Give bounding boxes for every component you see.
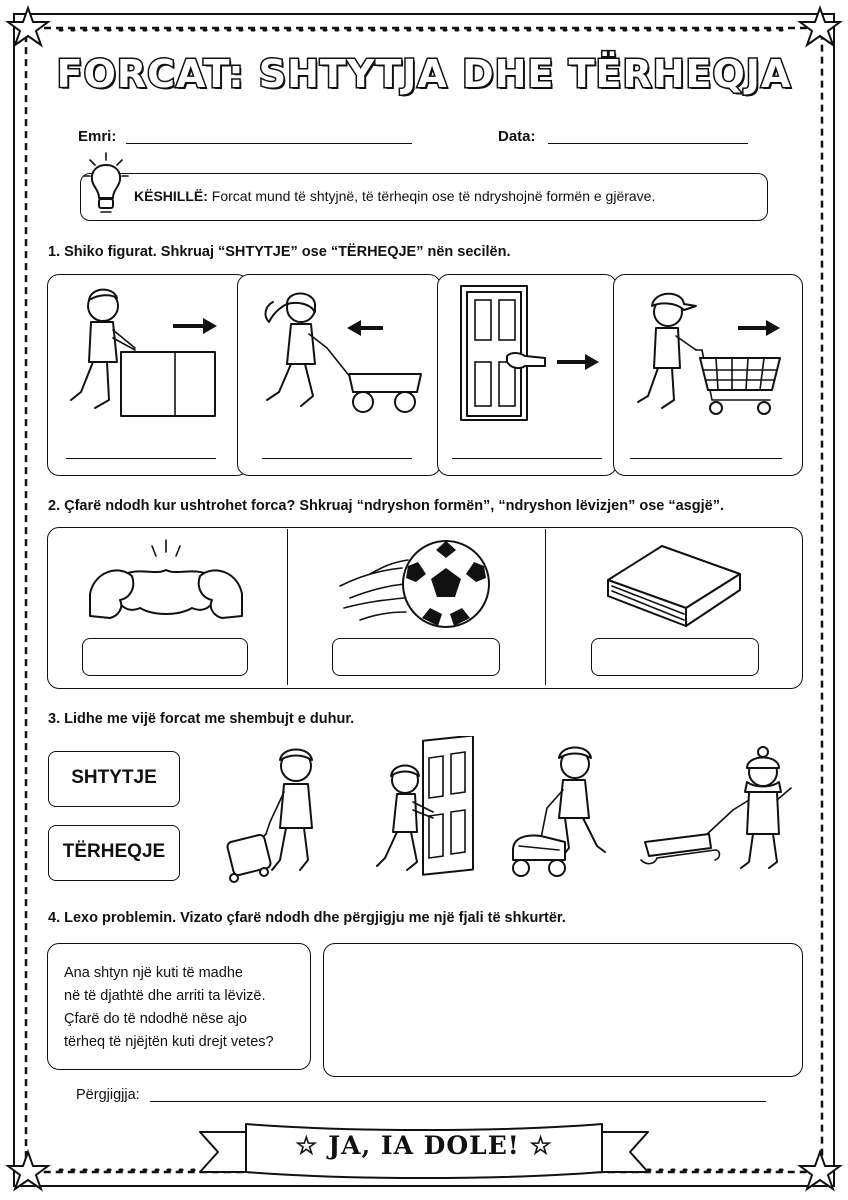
moving-soccer-ball-picture [330,536,510,632]
story-text: Ana shtyn një kuti të madhe në të djathtë dhe arriti ta lëvizë. Çfarë do të ndodhë nëse ajo tërheq të njëjtën kuti drejt vetes? [64,965,274,1050]
hands-squeezing-dough-picture [80,536,260,632]
book-picture [598,536,748,632]
word-card-pull[interactable]: TËRHEQJE [48,825,180,881]
girl-pulling-wagon-picture [243,282,433,422]
drawing-area[interactable] [323,943,803,1077]
page-title: FORCAT: SHTYTJA DHE TËRHEQJA [56,52,792,96]
q2-divider [545,529,546,685]
q1-answer-line-1[interactable] [66,458,216,459]
q1-answer-line-3[interactable] [452,458,602,459]
lightbulb-icon [82,150,130,218]
tip-text: KËSHILLË: Forcat mund të shtyjnë, të tërheqin ose të ndryshojnë formën e gjërave. [134,188,656,204]
q2-answer-box-2[interactable] [332,638,500,676]
q2-divider [287,529,288,685]
q3-instruction: 3. Lidhe me vijë forcat me shembujt e duhur. [48,711,355,727]
name-label: Emri: [78,128,117,145]
boy-pushing-cart-picture [620,282,795,422]
q2-answer-box-1[interactable] [82,638,248,676]
q1-answer-line-2[interactable] [262,458,412,459]
answer-label: Përgjigjja: [76,1087,140,1103]
boy-pushing-box-picture [55,282,235,422]
date-label: Data: [498,128,536,145]
q2-instruction: 2. Çfarë ndodh kur ushtrohet forca? Shkruaj “ndryshon formën”, “ndryshon lëvizjen” ose “asgjë”. [48,498,724,514]
date-field[interactable] [548,143,748,144]
q1-instruction: 1. Shiko figurat. Shkruaj “SHTYTJE” ose “TËRHEQJE” nën secilën. [48,244,511,260]
q2-answer-box-3[interactable] [591,638,759,676]
word-card-push[interactable]: SHTYTJE [48,751,180,807]
hand-opening-door-picture [445,282,610,422]
girl-pulling-sled-picture[interactable] [635,742,800,884]
q1-answer-line-4[interactable] [630,458,782,459]
boy-pushing-lawnmower-picture[interactable] [505,742,617,884]
answer-line[interactable] [150,1101,766,1102]
name-field[interactable] [126,143,412,144]
q4-instruction: 4. Lexo problemin. Vizato çfarë ndodh dhe përgjigju me një fjali të shkurtër. [48,910,566,926]
boy-pulling-suitcase-picture[interactable] [222,742,332,884]
girl-pushing-door-picture[interactable] [373,736,478,884]
banner-text: ☆ JA, IA DOLE! ☆ [295,1131,553,1160]
